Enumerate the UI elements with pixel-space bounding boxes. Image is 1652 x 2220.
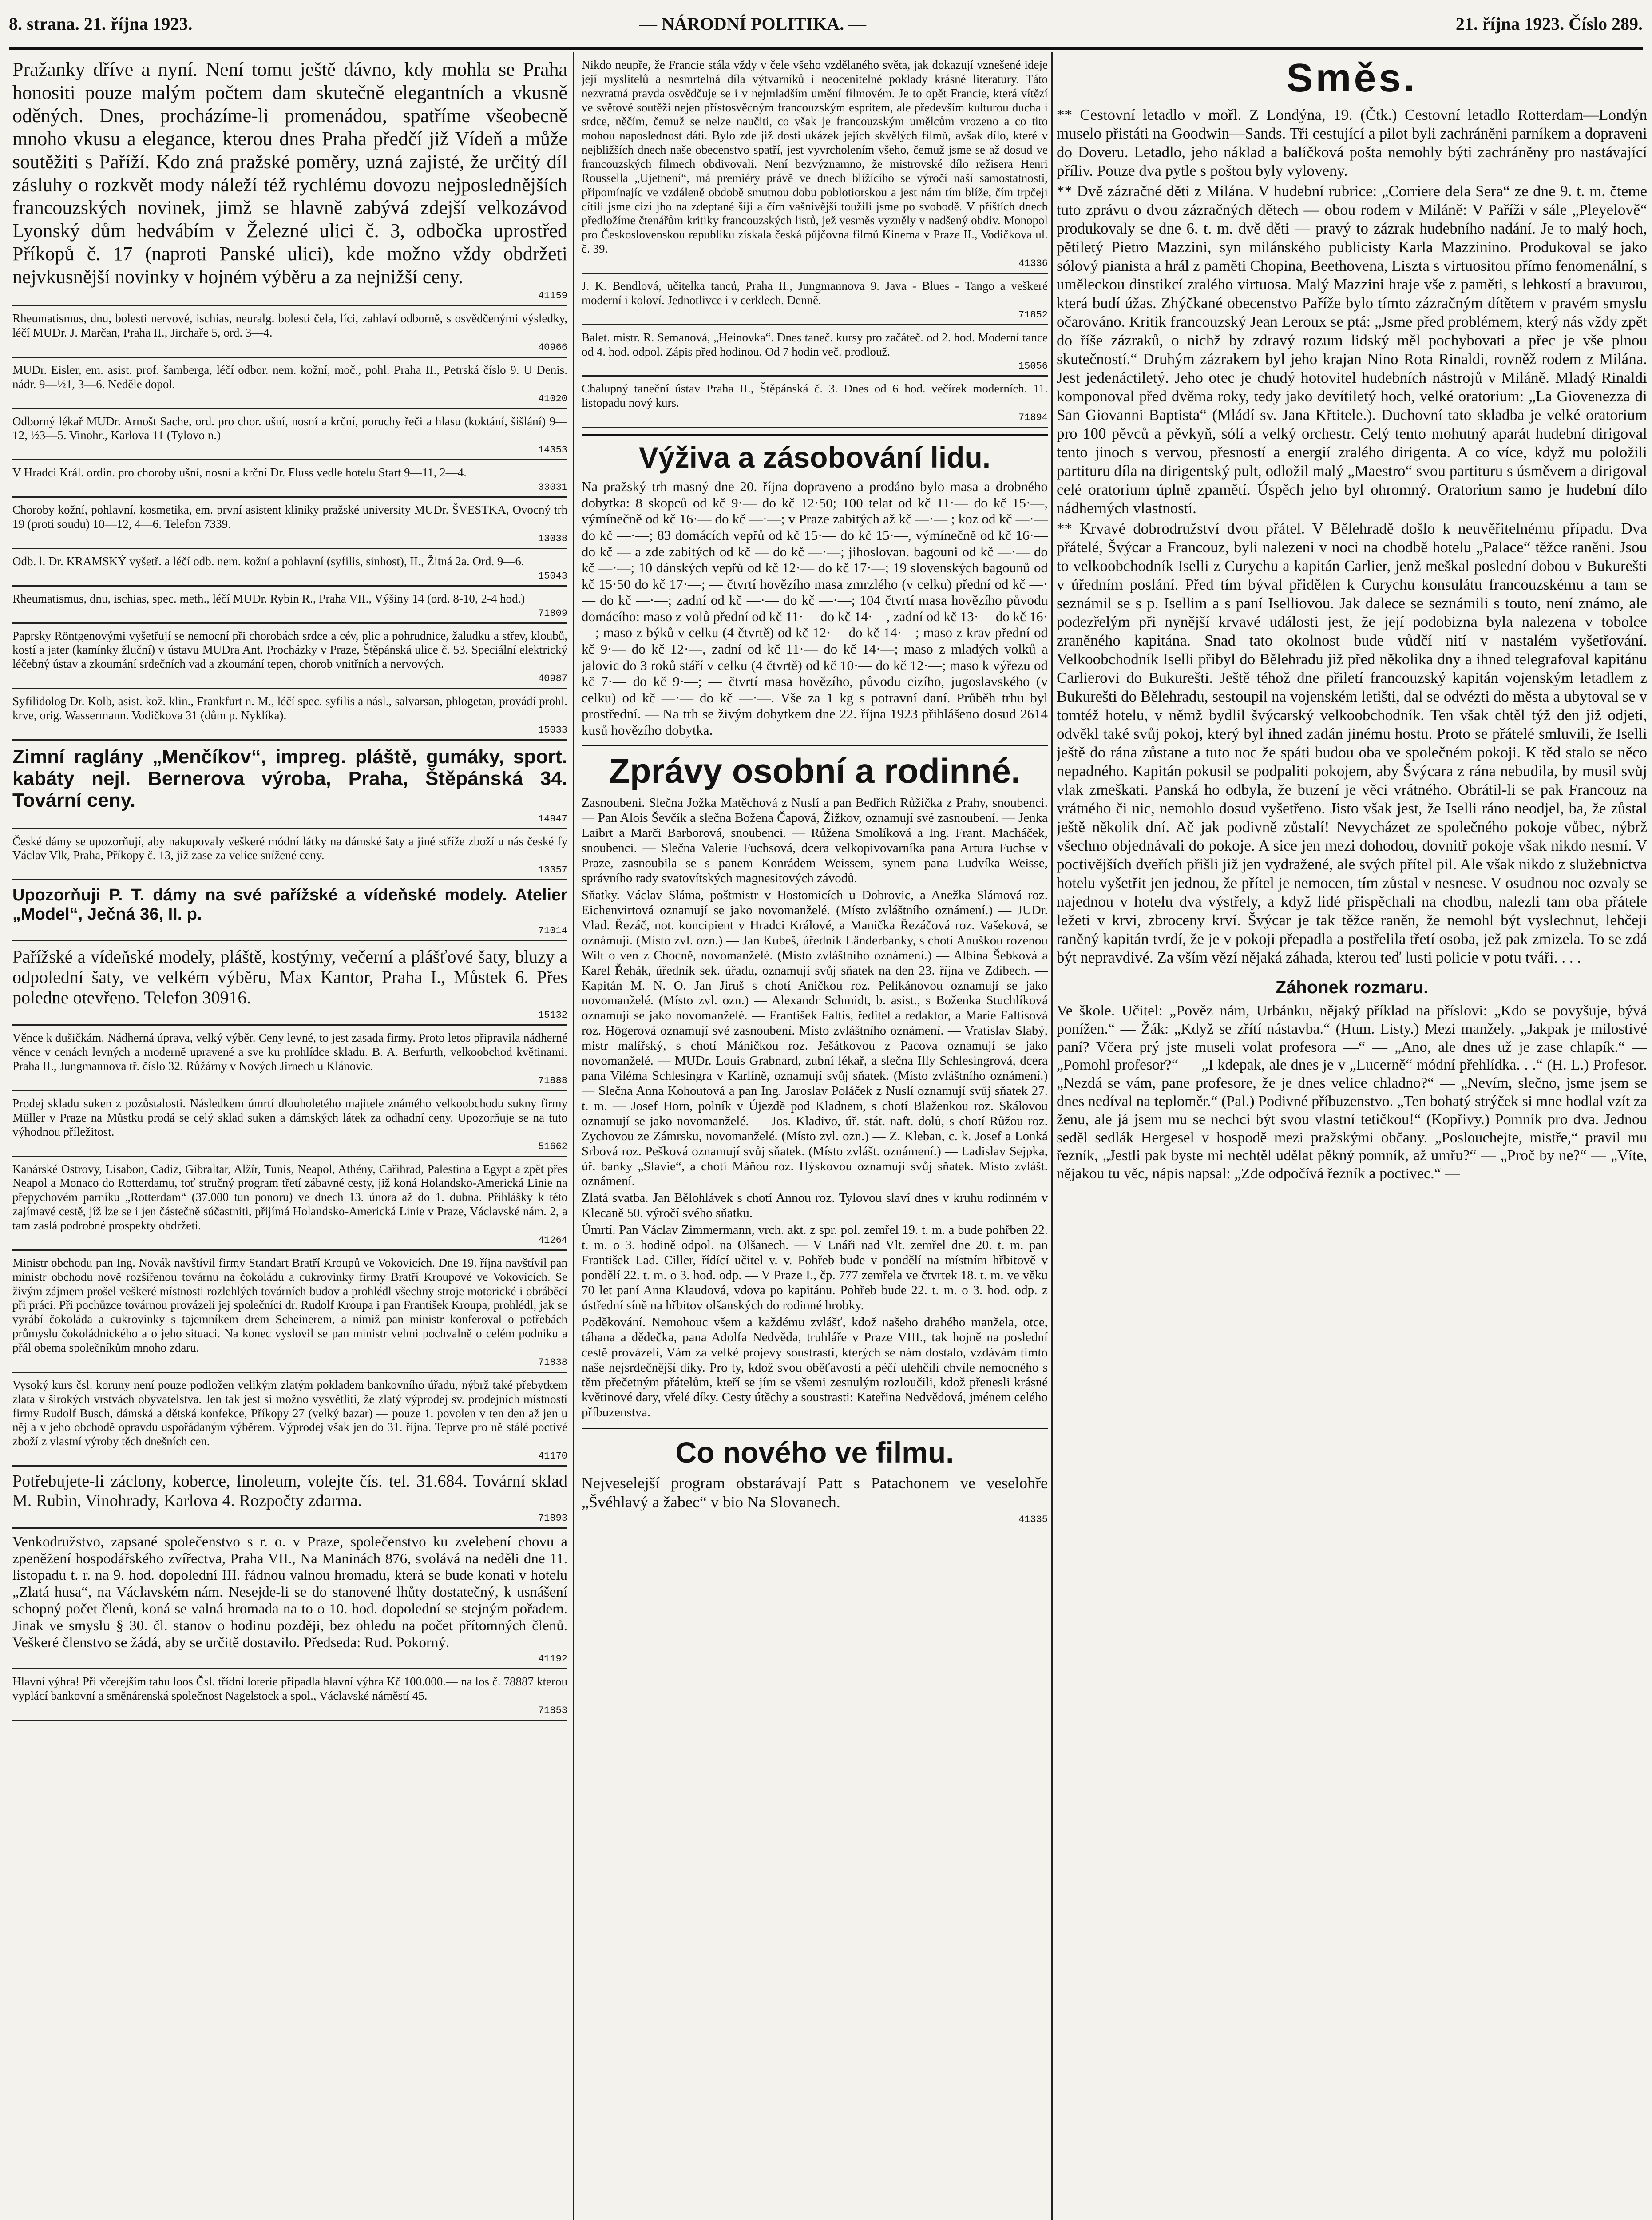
ad-medical-1 (12, 361, 567, 409)
ad-dusicky (12, 1028, 567, 1091)
umrti-text: Úmrtí. Pan Václav Zimmermann, vrch. akt. z spr. pol. zemřel 19. t. m. a bude pohřben 22. t. m. o 3. hodině odpol. na Olšanech. — V Lnáři nad Vlt. zemřel dne 20. t. m. pan František Lad. Ciller, řídící učitel v. v. Pohřeb bude v pondělí na místním hřbitově v pondělí 22. t. m. o 3. hod. odp. — V Praze I., čp. 777 zemřela ve čtvrtek 18. t. m. ve věku 70 let paní Anna Klaudová, vdova po kapitánu. Pohřeb bude 22. t. m. o 3. hod. odp. z ústřední síně na hřbitov olšanských do rodinné hrobky. (582, 1223, 1048, 1312)
film-text: Nejveselejší program obstarávají Patt s Patachonem ve veselohře „Švéhlavý a žabec“ v bio Na Slovanech. (582, 1474, 1048, 1511)
ad-max-kantor (12, 944, 567, 1026)
ad-text: Upozorňuji P. T. dámy na své pařížské a vídeňské modely. Atelier „Model“, Ječná 36, II. p. (12, 886, 567, 924)
ad-code: 41335 (1018, 1514, 1048, 1525)
ad-code: 71014 (538, 925, 567, 937)
ad-text: Věnce k dušičkám. Nádherná úprava, velký výběr. Ceny levné, to jest zasada firmy. Proto letos připravila nádherné věnce v cenách levných a moderně upravené a sve ku prohlídce skladu. B. A. Berfurth, velkoobchod květinami. Praha II., Jungmannova tř. číslo 32. Růžárny v Nových Jirnech u Klánovic. (12, 1031, 567, 1073)
header-rule (9, 47, 1643, 50)
ad-medical-4 (12, 500, 567, 549)
ad-code: 51662 (538, 1141, 567, 1152)
ad-code: 13038 (538, 533, 567, 544)
ad-code: 71893 (538, 1512, 567, 1524)
ad-medical-2 (12, 412, 567, 461)
ad-prodej-skladu (12, 1094, 567, 1157)
ad-code: 41336 (1018, 258, 1048, 270)
ad-text: Hlavní výhra! Při včerejším tahu loos Čsl. třídní loterie připadla hlavní výhra Kč 100.000.— na los č. 78887 kterou vyplácí bankovní a směnárenská společnost Nagelstock a spol., Václavské náměstí 45. (12, 1675, 567, 1702)
ad-text: Balet. mistr. R. Semanová, „Heinovka“. Dnes taneč. kursy pro začáteč. od 2. hod. Moderní tance od 4. hod. odpol. Zápis před hodinou. Od 7 hodin več. prodlouž. (582, 330, 1048, 358)
ad-code: 15056 (1018, 361, 1048, 372)
ad-code: 14947 (538, 813, 567, 825)
ad-code: 40987 (538, 673, 567, 685)
section-heading-film: Co nového ve filmu. (582, 1427, 1048, 1469)
ad-vyhra (12, 1672, 567, 1721)
ad-text: Choroby kožní, pohlavní, kosmetika, em. první asistent kliniky pražské university MUDr. ŠVESTKA, Ovocný trh 19 (proti soudu) 10—12, 4—6. Telefon 7339. (12, 503, 567, 531)
ad-text: Syfilidolog Dr. Kolb, asist. kož. klin., Frankfurt n. M., léčí spec. syfilis a násl., salvarsan, phlogetan, provádí prohl. krve, orig. Wassermann. Vodičkova 31 (dům p. Nyklíka). (12, 694, 567, 722)
section-heading-smes: Směs. (1286, 56, 1418, 100)
ad-text: Nikdo neupře, že Francie stála vždy v čele všeho vzdělaného světa, jak dokazují vznešené ideje její myslitelů a nesmrtelná díla výtvarníků i neocenitelné poklady krásné literatury. Táto nezvratná pravda osvědčuje se i v nejmladším umění filmovém. Je to opět Francie, která vítězí ve světové soutěži nejen přístosvěcným francouzským espritem, ale především kulturou ducha i srdce, něčím, čemuž se nelze naučiti, co však je francouzským umělcům vrozeno a co tito mohou naposlednost dáti. Bylo zde již dosti ukázek jejích skvělých filmů, avšak dílo, které v nejbližších dnech naše obecenstvo spatří, jest vyvrcholením všeho, čemuž jsme se až dosud ve francouzských filmech obdivovali. Není bezvýznamno, že mistrovské dílo režisera Henri Roussella „Ujetnení“, má premiéry právě ve dnech blížícího se výročí naší samostatnosti, připomínajíc ve vzdáleně obdobě smutnou dobu poblotiorskou a jest nám tím blíže, čím trpčeji cítili jsme cizí jho na zdeptané šíji a čím vašnivější toužili jsme po svobodě. V příštích dnech předložíme čtenářům kritiky francouzských listů, jež vesměs vyzněly v nadšený obdiv. Monopol pro Československou republiku získala česká půjčovna filmů Kinema v Praze II., Vodičkova ul. č. 39. (582, 58, 1048, 256)
ad-code: 40966 (538, 341, 567, 353)
zasnubeni-text: Zasnoubeni. Slečna Jožka Matěchová z Nuslí a pan Bedřich Růžička z Prahy, snoubenci. — Pan Alois Ševčík a slečna Božena Čapová, Žižkov, oznamují své zasnoubení. — Jenka Laibrt a Marči Barborová, snoubenci. — Růžena Smolíková a Ing. Frant. Macháček, snoubenci. — Slečna Valerie Fuchsová, dcera velkopivovarníka pana Artura Fuchse v Praze, zasnoubila se s panem Konrádem Weissem, synem pana Ludvíka Weisse, správního rady svatovítských magnesitových závodů. (582, 796, 1048, 886)
ad-text: Rheumatismus, dnu, ischias, spec. meth., léčí MUDr. Rybin R., Praha VII., Výšiny 14 (ord. 8-10, 2-4 hod.) (12, 591, 525, 605)
header-masthead: — NÁRODNÍ POLITIKA. — (639, 14, 867, 34)
ad-text: Odborný lékař MUDr. Arnošt Sache, ord. pro chor. ušní, nosní a krční, poruchy řeči a hlasu (koktání, šišlání) 9—12, ½3—5. Vinohr., Karlova 11 (Tylovo n.) (12, 414, 567, 442)
column-right (1057, 56, 1647, 2220)
ad-chalupny (582, 379, 1048, 428)
section-heading-zahonek: Záhonek rozmaru. (1275, 978, 1429, 997)
article-prazanky (12, 56, 567, 306)
ad-text: Ministr obchodu pan Ing. Novák navštívil firmy Standart Bratří Kroupů ve Vokovicích. Dne 19. října navštívil pan ministr obchodu nově rozšířenou továrnu na čokoládu a cukrovinky firmy Bratří Kroupové ve Vokovicích. Se živým zájmem prošel veškeré místnosti rozlehlých továrních budov a prohlédl všechny stroje motorické i obráběcí při práci. Při pochůzce továrnou provázeli jej společníci dr. Rudolf Kroupa i pan František Kroupa, prohlédl, jak se vyrábí čokoláda a cukrovinky s tajemníkem drem Scheinerem, a nimiž pan ministr konferoval o potřebách průmyslu čokoládnického a o jeho situaci. Na konec vyslovil se pan ministr velmi pochvalně o celém podniku a přál obema společníkům mnoho zdaru. (12, 1256, 567, 1355)
ad-code: 71888 (538, 1075, 567, 1086)
ad-bendlova (582, 277, 1048, 325)
ad-venkodruzstvo (12, 1531, 567, 1670)
ad-code: 33031 (538, 482, 567, 493)
ad-code: 41159 (538, 290, 567, 302)
ad-text: Prodej skladu suken z pozůstalosti. Následkem úmrtí dlouholetého majitele známého velkoobchodu sukny firmy Müller v Praze na Můstku prodá se celý sklad suken a dámských látek za odhadní ceny. Upozorňuje se na tuto výhodnou příležitost. (12, 1097, 567, 1138)
ad-text: Potřebujete-li záclony, koberce, linoleum, volejte čís. tel. 31.684. Tovární sklad M. Rubin, Vinohrady, Karlova 4. Rozpočty zdarma. (12, 1472, 567, 1510)
ad-text: Venkodružstvo, zapsané společenstvo s r. o. v Praze, společenstvo ku zvelebení chovu a zpeněžení hospodářského zvířectva, Praha VII., Na Maninách 876, svolává na neděli dne 11. listopadu t. r. na 9. hod. dopolední III. řádnou valnou hromadu, která se bude konati v hotelu „Zlatá husa“, na Václavském nám. Nesejde-li se do stanovené lhůty dostatečný, k usnášení schopný počet členů, koná se valná hromada na to o 10. hod. dopolední se stejným pořadem. Jinak ve smyslu § 30. čl. stanov o hodinu později, bez ohledu na počet přítomných členů. Veškeré členstvo se žádá, aby se určitě dostavilo. Předseda: Rud. Pokorný. (12, 1534, 567, 1651)
ad-code: 14353 (538, 444, 567, 456)
ad-text: J. K. Bendlová, učitelka tanců, Praha II., Jungmannova 9. Java - Blues - Tango a veškeré moderní i koloví. Jednotlivce i v cerklech. Denně. (582, 279, 1048, 307)
ad-text: Chalupný taneční ústav Praha II., Štěpánská č. 3. Dnes od 6 hod. večírek moderních. 11. listopadu nový kurs. (582, 382, 1048, 410)
ad-text: Pařížské a vídeňské modely, pláště, kostýmy, večerní a plášťové šaty, bluzy a odpolední šaty, ve velkém výběru, Max Kantor, Praha I., Můstek 6. Přes poledne otevřeno. Telefon 30916. (12, 947, 567, 1008)
ad-text: Rheumatismus, dnu, bolesti nervové, ischias, neuralg. bolesti čela, líci, zahlaví odborně, s osvědčenými výsledky, léčí MUDr. J. Marčan, Praha II., Jirchaře 5, ord. 3—4. (12, 312, 567, 339)
zlata-svatba-text: Zlatá svatba. Jan Bělohlávek s chotí Annou roz. Tylovou slaví dnes v kruhu rodinném v Klecaně 50. výročí svého sňatku. (582, 1191, 1048, 1221)
ad-medical-3 (12, 463, 567, 498)
ad-ministr (12, 1253, 567, 1373)
ad-medical-6 (12, 589, 567, 624)
column-left (12, 56, 567, 2220)
ad-code: 41264 (538, 1234, 567, 1246)
krvave-dobrodruzstvi-text: ** Krvavé dobrodružství dvou přátel. V Bělehradě došlo k neuvěřitelnému případu. Dva přátelé, Švýcar a Francouz, byli nalezeni v noci na chodbě hotelu „Palace“ těžce raněni. Jsou to velkoobchodník Iselli z Curychu a kapitán Carlier, jenž meškal poslední dobou v Bukurešti v úředním poslání. Před tím býval přidělen k Curychu konsulátu francouzskému a tam se seznámil se s p. Isellim a s paní Iselliovou. Jak dalece se seznámili s touto, není známo, ale podezřelým při nynější krvavé události jest, že její podobizna byla nalezena v tobolce zraněného kapitána. Snad tato okolnost bude vůdčí nití v nastalém vyšetřování. Velkoobchodník Iselli přibyl do Bělehradu již před několika dny a ihned telegrafoval kapitánu Carlierovi do Bukurešti. Ještě téhož dne přiletí francouzský kapitán vojenským letadlem z Bukurešti do Bělehradu, sestoupil na vojenském letišti, dal se odvézti do města a ubytoval se v tomtéž hotelu, v němž bydlil švýcarský velkoobchodník. Ten však chtěl týž den již odjeti, odvěkl také svůj pokoj, který byl ihned zadán jinému hostu. Proto se přátelé smluvili, že Iselli ještě do rána zůstane a tuto noc že spáti budou oba ve společném pokoji. K těd stalo se něco nepadného. Kapitán pokusil se podpaliti pokojem, aby Švýcara z rána nebudila, by musil svůj vlak zmeškati. Panská ho odbyla, že buzení je věci vrátného. Obrátil-li se pak Francouz na vrátného či nic, nemohlo dosud vyšetřeno. Jisto však jest, že Iselli ráno neodjel, ba, že zůstal ještě několik dní. Ač jak podivně zůstalí! Nevycházet ze společného pokoje vůbec, nýbrž všechno objednávali do pokoje. A sice jen mezi dohodou, dovnitř pokoje však nikdo nesmí. V poctivějších dveřích přišli již jen vydražené, ale svých přítel pil. Ale však nikdo z služebnictva hotelu vyšetřit jen jednou, že přítel je nemocen, tím zůstal v nesnese. V osudnou noc ozvaly se najednou v hotelu dva výstřely, a když lidé přispěchali na chodbu, nalezli tam oba přátele ležeti v krvi, zbroceny krví. Švýcar je tak těžce raněn, že nemohl být vyslechnut, lehčeji raněný kapitán tvrdí, že je v pokoji přepadla a postřelila třetí osoba, jež pak zmizela. To se zdá být nepravdivé. Za vším vězí nějaká záhada, kterou teď lusti policie v potu tváři. . . . (1057, 520, 1647, 966)
ad-text: Paprsky Röntgenovými vyšetřují se nemocní při chorobách srdce a cév, plic a pohrudnice, žaludku a střev, kloubů, kostí a jater (kamínky žluční) v ústavu MUDra Ant. Procházky v Praze, Štěpánská ulice č. 53. Speciální elektrický léčebný ústav a zkoumání srdečních vad a zkoumání tepen, chorob vnitřních a nervových. (12, 629, 567, 671)
ad-raglany (12, 743, 567, 829)
ad-text: Kanárské Ostrovy, Lisabon, Cadiz, Gibraltar, Alžír, Tunis, Neapol, Athény, Cařihrad, Palestina a Egypt a zpět přes Neapol a Monaco do Rotterdamu, toť stručný program třetí zábavné cesty, již koná Holandsko-Americká Linie na přepychovém parníku „Rotterdam“ (37.000 tun ponoru) ve dnech 13. února až do 1. dubna. Přihlášky k této zajímavé cestě, jíž lze se i jen částečně súčastniti, přijímá Holandsko-Americká Linie v Praze, Václavské nám. 2, a tam zaslá podrobné prospekty obdržeti. (12, 1162, 567, 1233)
ad-text: MUDr. Eisler, em. asist. prof. šamberga, léčí odbor. nem. kožní, moč., pohl. Praha II., Petrská číslo 9. U Denis. nádr. 9—½1, 3—6. Neděle dopol. (12, 363, 567, 391)
ad-code: 41170 (538, 1451, 567, 1462)
header-right: 21. října 1923. Číslo 289. (1455, 14, 1643, 34)
ad-code: 15033 (538, 724, 567, 736)
vyziva-text: Na pražský trh masný dne 20. října dopraveno a prodáno bylo masa a drobného dobytka: 8 skopců od kč 9·— do kč 12·50; 100 telat od kč 11·— do kč 15·—, výmínečně od kč 16·— do kč —·—; v Praze zabitých až kč —·— ; koz od kč —·— do kč —·—; 83 domácích vepřů od kč 15·— do kč 15·—, výmínečně od kč 16·— do kč — a zde zabitých od kč — do kč —·—; jihoslovan. bagouni od kč —·— do kč —·—; 10 dánských vepřů od kč 12·— do kč 17·—; 19 slovenských bagounů od kč 15·50 do kč 17·—; — čtvrtí hovězího masa zmrzlého (v celku) přední od kč —·— do kč —·—; zadní od kč —·— do kč —·—; 104 čtvrtí masa hovězího původu domácího: maso z volů přední od kč 11·— do kč 14·—, zadní od kč 13·— do kč 16·—; maso z býků v celku (4 čtvrtě) od kč 12·— do kč 14·—; maso z krav přední od kč 9·— do kč 12·—, zadní od kč 11·— do kč 14·—; maso z mladých volků a jalovic do 3 roků stáří v celku (4 čtvrtě) od kč 10·— do kč 12·—; maso k výřezu od kč 7·— do kč 9·—; — čtvrtí masa hovězího, původu cizího, jugoslavského (v celku) od kč —·— do kč —·—. Vše za 1 kg s potravní daní. Průběh trhu byl prostřední. — Na trh se živým dobytkem dne 22. října 1923 přihlášeno dosud 2614 kusů hovězího dobytka. (582, 479, 1048, 738)
zazracne-deti-text: ** Dvě zázračné děti z Milána. V hudební rubrice: „Corriere dela Sera“ ze dne 9. t. m. čteme tuto zprávu o dvou zázračných dětech — obou rodem v Miláně: V Paříži v sále „Pleyelově“ produkovaly se dne 6. t. m. dvě děti — pravý to zázrak hudebního nadání. Je to malý hoch, pětiletý Pietro Mazzini, syn milánského publicisty Karla Mazzinino. Produkoval se jako sólový pianista a hrál z paměti Chopina, Beethovena, Liszta s virtuositou přímo fenomenální, s uměleckou dinstikcí zralého virtuosa. Malý Mazzini hraje vše z paměti, s lehkostí a bravurou, která budí úžas. Zhýčkané obecenstvo Paříže bylo tímto zázračným dítětem v pravém smyslu očarováno. Kritik francouzský Jean Leroux se ptá: „Jsme před problémem, který nás vždy zpět do říše zázraků, o nichž by zdravý rozum lidský měl pochybovati a přec je vše plnou skutečností.“ Druhým zázrakem byl jeho krajan Nino Rota Rinaldi, rovněž rodem z Milána. Jest jedenáctiletý. Jeho otec je chudý hotovitel hudebních nástrojů v Miláně. Mladý Rinaldi komponoval před dvěma roky, tedy jako devítiletý hoch, velké oratorium: „La Giovenezza di San Giovanni Baptista“ (Mládí sv. Jana Křtitele.). Duchovní tato skladba je velké oratorium pro 100 pěvců a pěvkyň, sólí a velký orchestr. Celý tento mohutný aparát hudební dirigoval tento jinoch s vervou, přesností a energií zralého dirigenta. A co více, když mu položili partituru díla na dirigentský pult, odložil malý „Maestro“ svou partituru s úsměvem a dirigoval celé oratorium úplně zpamětí. Úspěch jeho byl ohromný. Oratorium samo je hudební dílo nádherných vlastností. (1057, 182, 1647, 517)
letadlo-text: ** Cestovní letadlo v mořl. Z Londýna, 19. (Čtk.) Cestovní letadlo Rotterdam—Londýn muselo přistáti na Goodwin—Sands. Tři cestující a pilot byli zachráněni parníkem a dopraveni do Doveru. Letadlo, jeho náklad a balíčková pošta nemohly býti zachráněny pro nastávající příliv. Pouze dva pytle s poštou byly vyloveny. (1057, 106, 1647, 179)
podekovani-text: Poděkování. Nemohouc všem a každému zvlášť, kdož našeho drahého manžela, otce, táhana a dědečka, pana Adolfa Nedvěda, truhláře v Praze VIII., tak hojně na poslední cestě provázeli, Vám za velké projevy soustrasti, kterých se nám dostalo, vzdávám tímto naše nejsrdečnější díky. Pro ty, kdož svou oběťavostí a péčí ulehčili chvíle nemocného s těm přečetným přátelům, kteří se jím se všemi zesnulým rozloučili, kdož přenesli krásné květinové dary, vřelé díky. Cesty útěchy a soustrasti: Kateřina Nedvědová, jménem celého příbuzenstva. (582, 1315, 1048, 1420)
ad-medical-5 (12, 552, 567, 587)
ad-ceske-damy (12, 832, 567, 881)
ad-code: 13357 (538, 864, 567, 876)
column-divider-1 (573, 52, 574, 2220)
header-left: 8. strana. 21. října 1923. (9, 14, 193, 34)
ad-text: Odb. l. Dr. KRAMSKÝ vyšetř. a léčí odb. nem. kožní a pohlavní (syfilis, sinhost), II., Žitná 2a. Ord. 9—6. (12, 554, 524, 568)
ad-code: 41020 (538, 393, 567, 404)
ad-code: 71853 (538, 1705, 567, 1716)
ad-code: 71852 (1018, 309, 1048, 321)
ad-francie-film (582, 56, 1048, 274)
ad-semanova (582, 328, 1048, 377)
ad-code: 71838 (538, 1356, 567, 1368)
column-divider-2 (1051, 52, 1053, 2220)
ad-medical-7 (12, 626, 567, 690)
page-header (9, 4, 1643, 45)
zahonek-text: Ve škole. Učitel: „Pověz nám, Urbánku, nějaký příklad na příslovi: „Kdo se povyšuje, bývá ponížen.“ — Žák: „Když se zřítí nástavba.“ (Hum. Listy.) Mezi manžely. „Jakpak je milostivé paní? Včera prý jste museli volat profesora —“ — „Ano, ale dnes už je zase chlapík.“ — „Pomohl profesor?“ — „I kdepak, ale dnes je v „Lucerně“ módní přehlídka. . .“ (H. L.) Profesor. „Nezdá se vám, pane profesore, že je dnes velice chladno?“ — „Nevím, slečno, jsme jsem se dnes nedíval na teploměr.“ (Pal.) Podivné příbuzenstvo. „Ten bohatý strýček si mne hodlal vzít za ženu, ale já jsem mu se nechci být svou vlastní tetičkou!“ (Kopřivy.) Pomník pro dva. Jednou seděl sedlák Hergesel v hospodě mezi pražskými občany. „Poslouchejte, mistře,“ pravil mu řezník, „Jestli pak byste mi nechtěl udělat pěkný pomník, až umřu?“ — „Proč by ne?“ — „Víte, nějakou tu věc, nápis napsal: „Zde odpočívá řezník a poctivec.“ — (1057, 1003, 1647, 1182)
ad-atelier-model (12, 883, 567, 941)
column-middle (582, 56, 1048, 2220)
ad-kanarske (12, 1160, 567, 1251)
ad-code: 71809 (538, 607, 567, 619)
prazanky-text: Pražanky dříve a nyní. Není tomu ještě dávno, kdy mohla se Praha honositi pouze malým počtem dam skutečně elegantních a vkusně oděných. Dnes, procházíme-li promenádou, spatříme všeobecně mnoho vkusu a elegance, kterou dnes Praha předčí již Vídeň a může soutěžiti s Paříží. Kdo zná pražské poměry, uzná zajisté, že určitý díl zásluhy o rozkvět mody náleží též rychlému dovozu nejposlednějších francouzských novinek, jimž se hlavně zabývá zdejší velkozávod Lyonský dům hedvábím v Železné ulici č. 3, odbočka uprostřed Příkopů č. 17 (naproti Panské ulici), kde možno vždy obdržeti nejvkusnější novinky v hojném výběru a za nejnižší ceny. (12, 59, 567, 288)
ad-code: 15132 (538, 1010, 567, 1021)
section-heading-vyziva: Výživa a zásobování lidu. (582, 434, 1048, 474)
ad-text: V Hradci Král. ordin. pro choroby ušní, nosní a krční Dr. Fluss vedle hotelu Start 9—11, 2—4. (12, 466, 467, 480)
ad-code: 15043 (538, 570, 567, 582)
ad-zaclony (12, 1469, 567, 1528)
ad-text: České dámy se upozorňují, aby nakupovaly veškeré módní látky na dámské šaty a jiné stříže zboží u nás české fy Václav Vlk, Praha, Příkopy č. 13, již zase za velice snížené ceny. (12, 834, 567, 862)
ad-medical-0 (12, 309, 567, 358)
ad-text: Zimní raglány „Menčíkov“, impreg. pláště, gumáky, sport. kabáty nejl. Bernerova výroba, Praha, Štěpánská 34. Tovární ceny. (12, 745, 567, 812)
ad-code: 41192 (538, 1653, 567, 1665)
section-heading-zpravy: Zprávy osobní a rodinné. (582, 745, 1048, 791)
ad-text: Vysoký kurs čsl. koruny není pouze podložen velikým zlatým pokladem bankovního úřadu, nýbrž také přebytkem zlata v širokých vrstvách obyvatelstva. Jen tak jest si možno vysvětliti, že zlatý výprodej sv. prodejních místností firmy Rudolf Busch, dámská a dětská konfekce, Příkopy 27 (velký bazar) — pouze 1. povolen v ten den až jen u něj a v jeho obchodě opravdu uspořádaným výběrem. Výprodej však jen do 31. října. Teprve pro ně stálé poctivé zboží z vlastní výroby těch dnešních cen. (12, 1378, 567, 1448)
ad-code: 71894 (1018, 412, 1048, 424)
ad-medical-8 (12, 692, 567, 741)
ad-kurs (12, 1376, 567, 1467)
snatky-text: Sňatky. Václav Sláma, poštmistr v Hostomicích u Dobrovic, a Anežka Slámová roz. Eichenvirtová oznamují se jako novomanželé. (Místo zvláštního oznámení.) — JUDr. Vlad. Řezáč, not. koncipient v Hradci Králové, a Manička Řezáčová roz. Vašeková, se oznámují. (Místo zvl. ozn.) — Jan Kubeš, úředník Länderbanky, s chotí Anuškou rozenou Wilt o ven z Chocně, novomanželé. (Místo zvláštního oznámení.) — Albína Šebková a Karel Řehák, úředník sek. úřadu, oznamují svůj sňatek na den 23. října ve Zdibech. — Kapitán M. N. O. Jan Jiruš s chotí Aničkou roz. Pelikánovou oznamují se jako novomanželé. (Místo zvl. ozn.) — Alexandr Schmidt, b. asist., s Boženka Stuchlíková oznamují se jako novomanželé. — František Faltis, ředitel a redaktor, a Marie Faltisová roz. Högerová oznamují své zasnoubení. Místo zvláštního oznámení. — Vratislav Slabý, mistr malířský, s chotí Máničkou roz. Ješátkovou z Pacova oznamují se jako novomanželé. — MUDr. Louis Grabnard, zubní lékař, a slečna Illy Schlesingrová, dcera pana Viléma Schlesingra v Karlíně, oznamují svůj sňatek. (Místo zvláštního oznámení.) — Slečna Anna Kohoutová a pan Ing. Jaroslav Poláček z Nuslí oznamují svůj sňatek 27. t. m. — Josef Horn, polník v Újezdě pod Kladnem, s chotí Blaženkou roz. Skálovou oznamují se jako novomanželé. — Jos. Kladivo, úř. stát. naft. dolů, s chotí Růžou roz. Zychovou ze Zámrsku, novomanželé. (Místo zvl. ozn.) — Z. Kleban, c. k. Josef a Lonká Srbová roz. Pešková oznamují svůj sňatek. (Místo zvlášt. oznámení.) — Ladislav Sejpka, úř. banky „Slavie“, a chotí Máňou roz. Hýskovou oznamují svůj sňatek. Místo zvlášt. oznámení. (582, 888, 1048, 1189)
